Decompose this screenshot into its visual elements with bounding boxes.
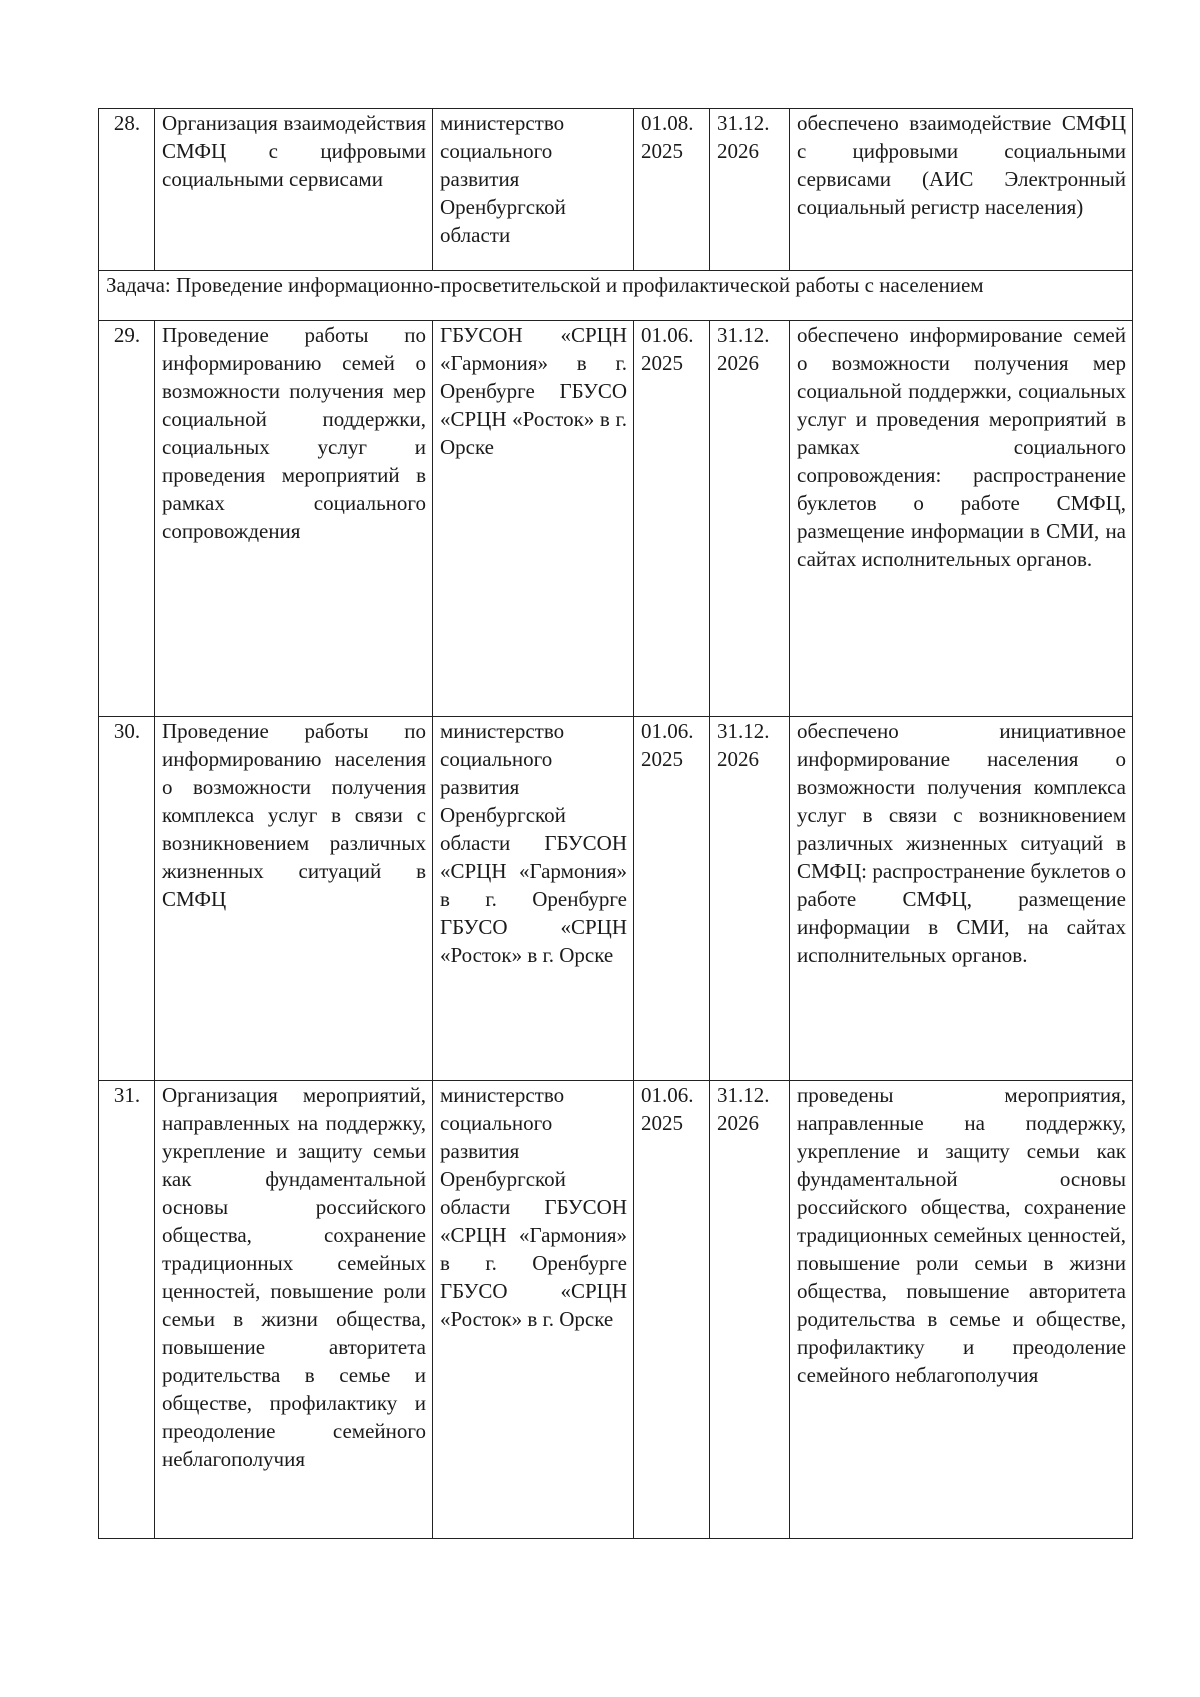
result-cell: проведены мероприятия, направленные на поддержку, укрепление и защиту семьи как фундаментальной основы российского общества, сохранение традиционных семейных ценностей, повышение роли семьи в жизни общества, повышение авторитета родительства в семье и обществе, профилактику и преодоление семейного неблагополучия [790, 1081, 1133, 1539]
responsible-cell: министерство социального развития Оренбургской области ГБУСОН «СРЦН «Гармония» в г. Оренбурге ГБУСО «СРЦН «Росток» в г. Орске [433, 1081, 634, 1539]
task-row [99, 271, 1133, 321]
table-row [99, 717, 1133, 1081]
table-row [99, 109, 1133, 271]
responsible-cell: ГБУСОН «СРЦН «Гармония» в г. Оренбурге ГБУСО «СРЦН «Росток» в г. Орске [433, 321, 634, 717]
end-date-cell: 31.12. 2026 [710, 717, 790, 1081]
start-date-cell: 01.06. 2025 [634, 321, 710, 717]
end-date-cell: 31.12. 2026 [710, 321, 790, 717]
result-cell: обеспечено информирование семей о возможности получения мер социальной поддержки, социальных услуг и проведения мероприятий в рамках социального сопровождения: распространение буклетов о работе СМФЦ, размещение информации в СМИ, на сайтах исполнительных органов. [790, 321, 1133, 717]
activity-cell: Организация мероприятий, направленных на поддержку, укрепление и защиту семьи как фундаментальной основы российского общества, сохранение традиционных семейных ценностей, повышение роли семьи в жизни общества, повышение авторитета родительства в семье и обществе, профилактику и преодоление семейного неблагополучия [155, 1081, 433, 1539]
task-heading: Задача: Проведение информационно-просветительской и профилактической работы с населением [99, 271, 1133, 321]
responsible-cell: министерство социального развития Оренбургской области [433, 109, 634, 271]
end-date-cell: 31.12. 2026 [710, 109, 790, 271]
start-date-cell: 01.06. 2025 [634, 717, 710, 1081]
plan-table [98, 108, 1133, 1539]
row-number: 30. [99, 717, 155, 1081]
row-number: 31. [99, 1081, 155, 1539]
row-number: 28. [99, 109, 155, 271]
table-row [99, 321, 1133, 717]
end-date-cell: 31.12. 2026 [710, 1081, 790, 1539]
activity-cell: Организация взаимодействия СМФЦ с цифровыми социальными сервисами [155, 109, 433, 271]
row-number: 29. [99, 321, 155, 717]
result-cell: обеспечено взаимодействие СМФЦ с цифровыми социальными сервисами (АИС Электронный социальный регистр населения) [790, 109, 1133, 271]
start-date-cell: 01.08. 2025 [634, 109, 710, 271]
table-row [99, 1081, 1133, 1539]
activity-cell: Проведение работы по информированию населения о возможности получения комплекса услуг в связи с возникновением различных жизненных ситуаций в СМФЦ [155, 717, 433, 1081]
responsible-cell: министерство социального развития Оренбургской области ГБУСОН «СРЦН «Гармония» в г. Оренбурге ГБУСО «СРЦН «Росток» в г. Орске [433, 717, 634, 1081]
activity-cell: Проведение работы по информированию семей о возможности получения мер социальной поддержки, социальных услуг и проведения мероприятий в рамках социального сопровождения [155, 321, 433, 717]
start-date-cell: 01.06. 2025 [634, 1081, 710, 1539]
result-cell: обеспечено инициативное информирование населения о возможности получения комплекса услуг в связи с возникновением различных жизненных ситуаций в СМФЦ: распространение буклетов о работе СМФЦ, размещение информации в СМИ, на сайтах исполнительных органов. [790, 717, 1133, 1081]
